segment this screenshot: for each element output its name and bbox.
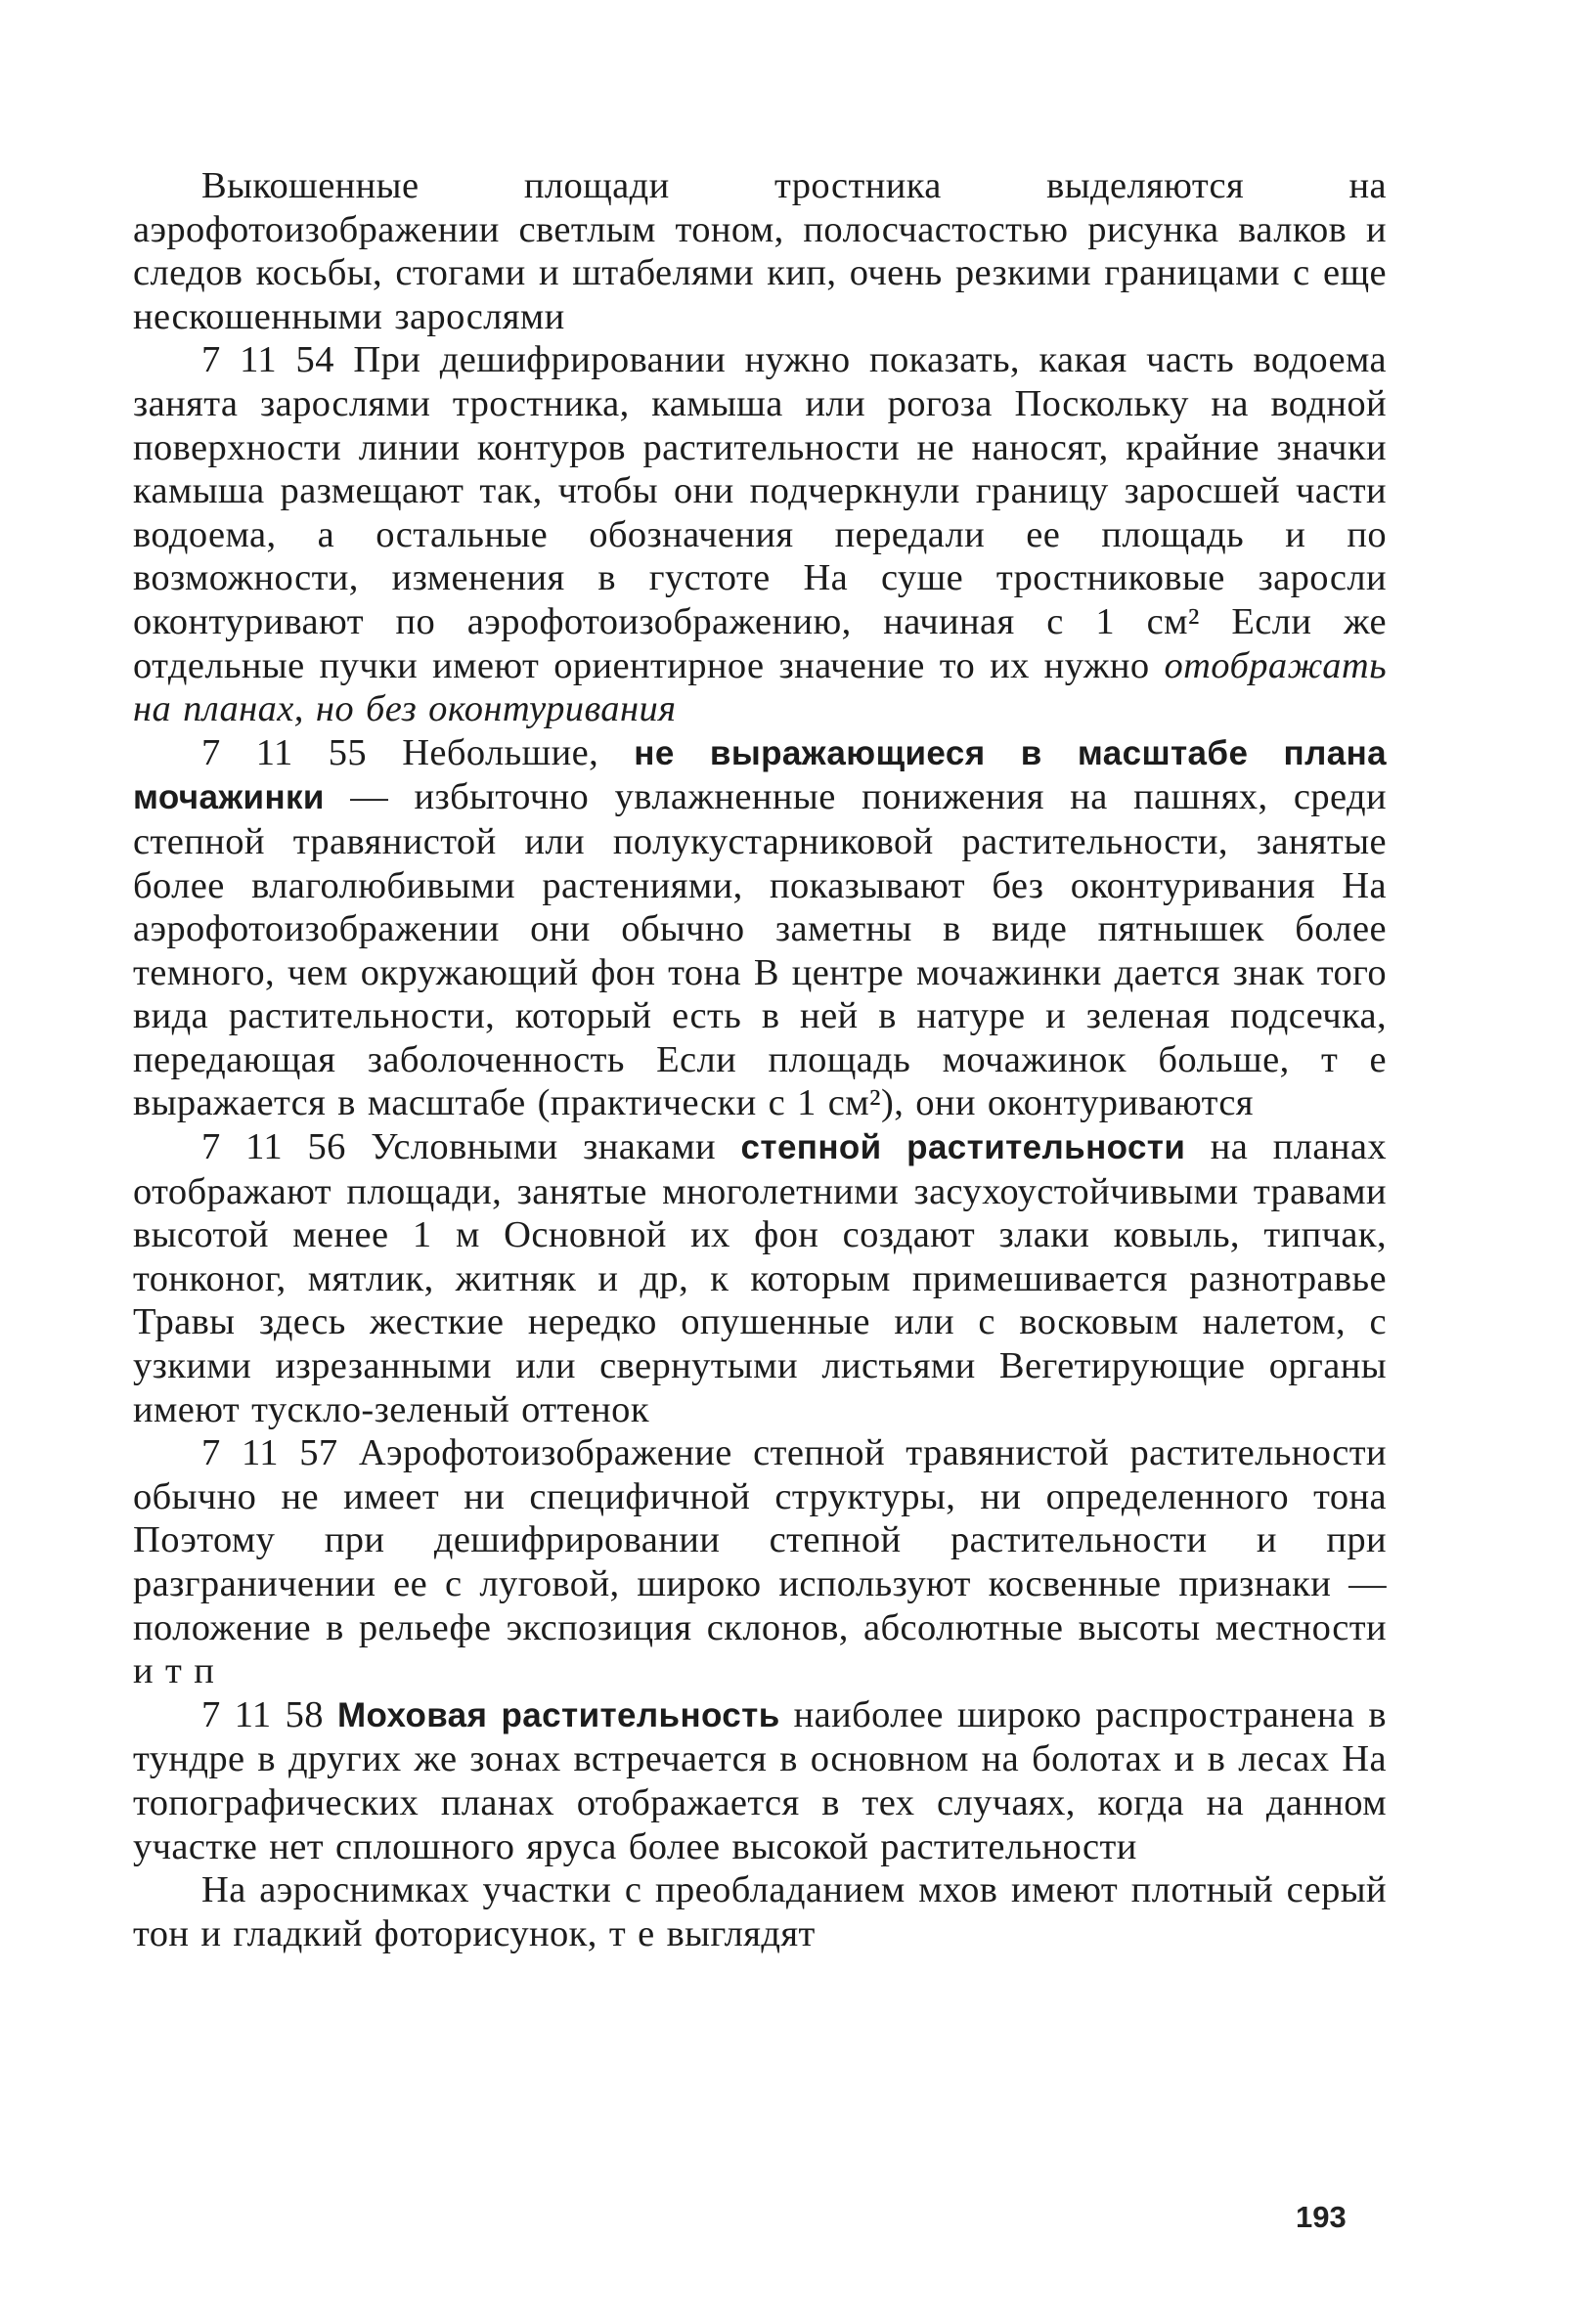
paragraph-text: 7 11 57 Аэрофотоизображение степной травянистой растительности обычно не имеет ни специфичной структуры, ни определенного тона Поэтому при дешифрировании степной растительности и при разграничении ее с луговой, широко используют косвенные признаки — положение в рельефе экспозиция склонов, абсолютные высоты местности и т п [133,1432,1387,1692]
paragraph-text: наиболее широко распространена в тундре в других же зонах встречается в основном на болотах и в лесах На топографических планах отображается в тех случаях, когда на данном участке нет сплошного яруса более высокой растительности [133,1693,1387,1867]
paragraph-7-11-57 [133,1431,1387,1693]
paragraph-aerial-mosses [133,1868,1387,1955]
paragraph-7-11-55 [133,731,1387,1125]
bold-term: Моховая растительность [336,1695,780,1734]
paragraph-text: — избыточно увлажненные понижения на пашнях, среди степной травянистой или полукустарниковой растительности, занятые более влаголюбивыми растениями, показывают без оконтуривания На аэрофотоизображении они обычно заметны в виде пятнышек более темного, чем окружающий фон тона В центре мочажинки дается знак того вида растительности, который есть в ней в натуре и зеленая подсечка, передающая заболоченность Если площадь мочажинок больше, т е выражается в масштабе (практически с 1 см²), они оконтуриваются [133,776,1387,1124]
paragraph-mowed-reed [133,164,1387,338]
paragraph-text: Выкошенные площади тростника выделяются на аэрофотоизображении светлым тоном, полосчастостью рисунка валков и следов косьбы, стогами и штабелями кип, очень резкими границами с еще нескошенными зарослями [133,165,1387,337]
paragraph-text: 7 11 56 Условными знаками [201,1126,741,1168]
bold-term: не выражающиеся в масштабе плана мочажинки [133,733,1387,817]
paragraph-7-11-58 [133,1693,1387,1868]
paragraph-text: 7 11 58 [201,1693,337,1735]
page-number: 193 [1296,2200,1347,2234]
paragraph-7-11-56 [133,1125,1387,1431]
paragraph-text: на планах отображают площади, занятые многолетними засухоустойчивыми травами высотой менее 1 м Основной их фон создают злаки ковыль, типчак, тонконог, мятлик, житняк и др, к которым примешивается разнотравье Травы здесь жесткие нередко опушенные или с восковым налетом, с узкими изрезанными или свернутыми листьями Вегетирующие органы имеют тускло-зеленый оттенок [133,1126,1387,1430]
bold-term: степной растительности [740,1128,1186,1167]
paragraph-text: 7 11 55 Небольшие, [201,731,635,773]
paragraph-text: 7 11 54 При дешифрировании нужно показать, какая часть водоема занята зарослями тростника, камыша или рогоза Поскольку на водной поверхности линии контуров растительности не наносят, крайние значки камыша размещают так, чтобы они подчеркнули границу заросшей части водоема, а остальные обозначения передали ее площадь и по возможности, изменения в густоте На суше тростниковые заросли оконтуривают по аэрофотоизображению, начиная с 1 см² Если же отдельные пучки имеют ориентирное значение то их нужно [133,339,1387,686]
paragraph-text: На аэроснимках участки с преобладанием мхов имеют плотный серый тон и гладкий фоторисунок, т е выглядят [133,1869,1387,1954]
page-body [133,164,1387,1955]
italic-phrase: отображать на планах, но без оконтуривания [133,644,1387,730]
paragraph-7-11-54 [133,338,1387,730]
